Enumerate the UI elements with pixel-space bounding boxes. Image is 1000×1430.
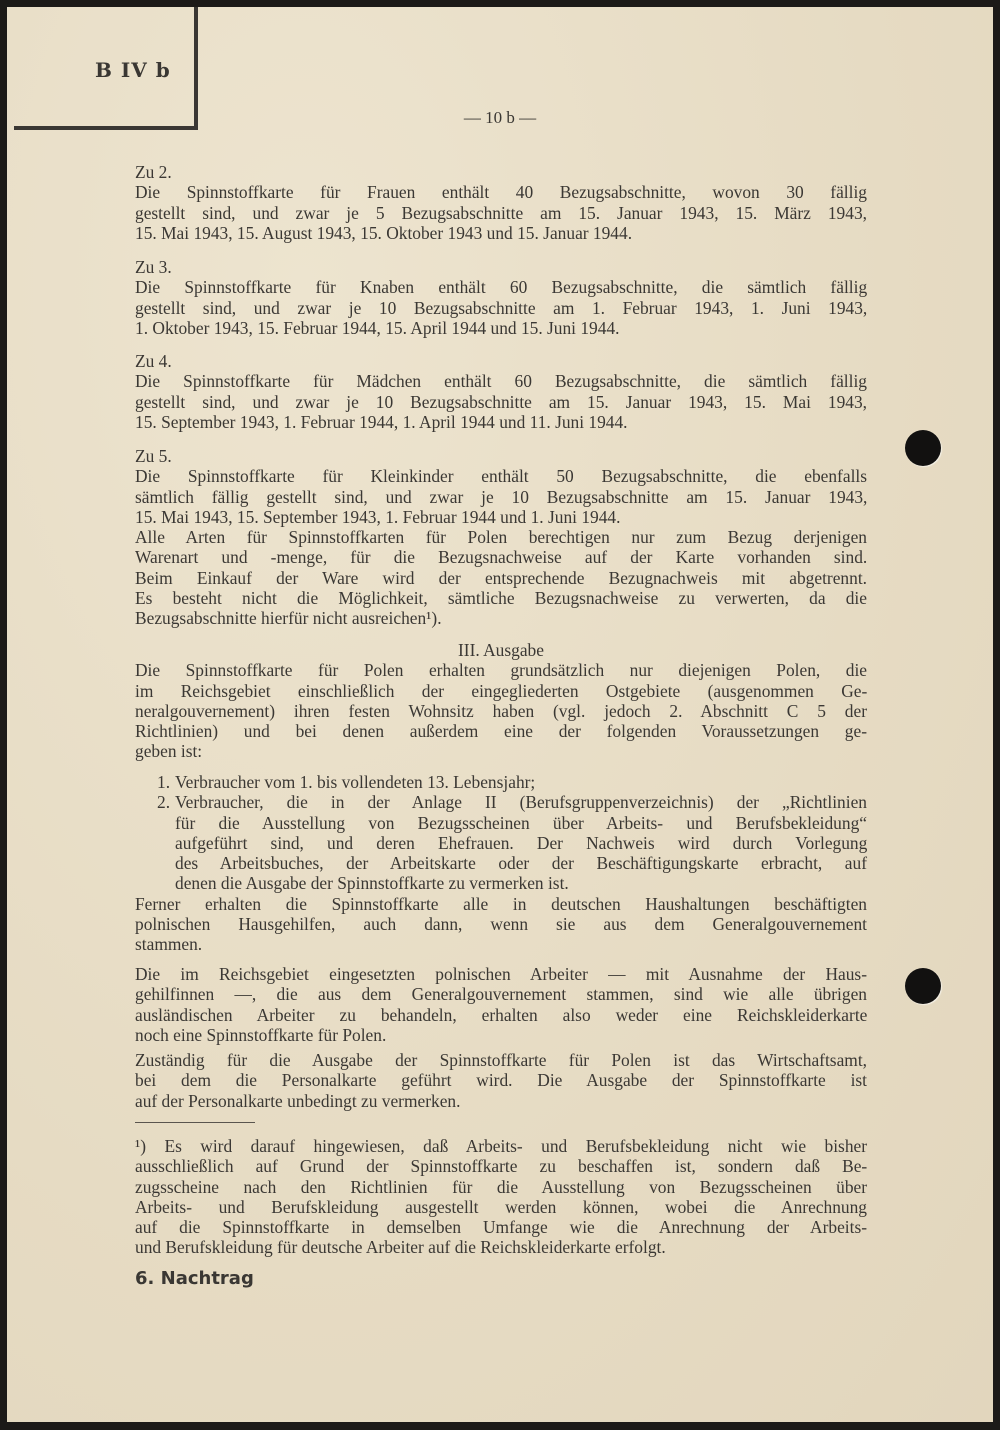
text-line: 1. Oktober 1943, 15. Februar 1944, 15. April 1944 und 15. Juni 1944. [135, 317, 620, 338]
text-line: Ferner erhalten die Spinnstoffkarte alle in deutschen Haushaltungen beschäftigten [135, 893, 867, 914]
text-line: Die Spinnstoffkarte für Knaben enthält 60 Bezugsabschnitte, die sämtlich fällig [135, 277, 868, 298]
text-line: aufgeführt sind, und deren Ehefrauen. Der Nachweis wird durch Vorlegung [175, 832, 868, 853]
text-line: 15. September 1943, 1. Februar 1944, 1. April 1944 und 11. Juni 1944. [135, 411, 628, 432]
text-line: Die Spinnstoffkarte für Mädchen enthält 60 Bezugsabschnitte, die sämtlich fällig [135, 371, 867, 392]
section-heading: Zu 3. [135, 257, 172, 277]
list-number: 2. [157, 792, 171, 813]
text-line: Die Spinnstoffkarte für Frauen enthält 40 Bezugsabschnitte, wovon 30 fällig [135, 182, 867, 203]
supplement-heading: 6. Nachtrag [135, 1268, 254, 1289]
section-heading: Zu 4. [135, 351, 172, 371]
text-line: stammen. [135, 934, 203, 955]
text-line: für die Ausstellung von Bezugsscheinen über Arbeits- und Berufsbekleidung“ [175, 812, 867, 833]
list-item [135, 792, 867, 893]
text-line: Bezugsabschnitte hierfür nicht ausreichen¹). [135, 608, 442, 629]
text-line: Zuständig für die Ausgabe der Spinnstoffkarte für Polen ist das Wirtschaftsamt, [135, 1050, 867, 1070]
paragraph-responsibility [135, 1050, 867, 1111]
section-label: B IV b [95, 58, 171, 82]
footnote-divider [135, 1122, 255, 1123]
text-line: gestellt sind, und zwar je 5 Bezugsabschnitte am 15. Januar 1943, 15. März 1943, [135, 202, 867, 223]
footnote-line: ¹) Es wird darauf hingewiesen, daß Arbeits- und Berufsbekleidung nicht wie bisher [135, 1136, 868, 1156]
text-line: Die im Reichsgebiet eingesetzten polnischen Arbeiter — mit Ausnahme der Haus- [135, 964, 867, 984]
text-line: Es besteht nicht die Möglichkeit, sämtliche Bezugsnachweise zu verwerten, da die [135, 588, 867, 609]
footnote-line: auf die Spinnstoffkarte in demselben Umfange wie die Anrechnung der Arbeits- [135, 1217, 868, 1238]
text-line: Alle Arten für Spinnstoffkarten für Polen berechtigen nur zum Bezug derjenigen [135, 527, 867, 548]
list-number: 1. [157, 772, 171, 792]
text-line: Die Spinnstoffkarte für Polen erhalten grundsätzlich nur diejenigen Polen, die [135, 660, 867, 681]
text-line: im Reichsgebiet einschließlich der eingegliederten Ostgebiete (ausgenommen Ge- [135, 680, 868, 701]
text-line: gestellt sind, und zwar je 10 Bezugsabschnitte am 15. Januar 1943, 15. Mai 1943, [135, 391, 867, 412]
footnote-line: zugsscheine nach den Richtlinien für die Ausstellung von Bezugsscheinen über [135, 1176, 868, 1197]
paragraph-polish-workers [135, 964, 867, 1045]
text-line: bei dem die Personalkarte geführt wird. Die Ausgabe der Spinnstoffkarte ist [135, 1070, 867, 1091]
punch-hole [905, 968, 941, 1004]
text-line: gestellt sind, und zwar je 10 Bezugsabschnitte am 1. Februar 1943, 1. Juni 1943, [135, 297, 868, 318]
text-line: Beim Einkauf der Ware wird der entsprechende Bezugnachweis mit abgetrennt. [135, 567, 867, 588]
text-line: 15. Mai 1943, 15. August 1943, 15. Oktober 1943 und 15. Januar 1944. [135, 222, 633, 243]
text-line: gehilfinnen —, die aus dem Generalgouvernement stammen, sind wie alle übrigen [135, 984, 867, 1005]
text-line: sämtlich fällig gestellt sind, und zwar je 10 Bezugsabschnitte am 15. Januar 1943, [135, 486, 868, 507]
text-line: Verbraucher vom 1. bis vollendeten 13. Lebensjahr; [175, 772, 536, 792]
list-item [135, 772, 867, 792]
section-heading: Zu 5. [135, 446, 172, 466]
footnote [135, 1136, 867, 1258]
text-line: 15. Mai 1943, 15. September 1943, 1. Februar 1944 und 1. Juni 1944. [135, 506, 621, 527]
section-heading: III. Ausgabe [458, 640, 544, 660]
footnote-line: ausschließlich auf Grund der Spinnstoffkarte zu beschaffen ist, sondern daß Be- [135, 1156, 868, 1177]
text-line: geben ist: [135, 741, 203, 762]
text-line: Richtlinien) und bei denen außerdem eine der folgenden Voraussetzungen ge- [135, 721, 867, 742]
section-ausgabe [135, 640, 867, 762]
section-zu-4 [135, 351, 867, 432]
text-line: neralgouvernement) ihren festen Wohnsitz haben (vgl. jedoch 2. Abschnitt C 5 der [135, 700, 867, 721]
text-line: Die Spinnstoffkarte für Kleinkinder enthält 50 Bezugsabschnitte, die ebenfalls [135, 466, 867, 487]
text-line: Warenart und -menge, für die Bezugsnachweise auf der Karte vorhanden sind. [135, 547, 868, 568]
text-line: denen die Ausgabe der Spinnstoffkarte zu vermerken ist. [175, 873, 569, 894]
section-zu-5 [135, 446, 867, 629]
text-line: auf der Personalkarte unbedingt zu vermerken. [135, 1090, 461, 1111]
footnote-line: und Berufskleidung für deutsche Arbeiter auf die Reichskleiderkarte erfolgt. [135, 1237, 666, 1258]
section-zu-2 [135, 162, 867, 243]
section-heading: Zu 2. [135, 162, 172, 182]
ausgabe-list [135, 772, 867, 955]
text-line: polnischen Hausgehilfen, auch dann, wenn sie aus dem Generalgouvernement [135, 914, 867, 935]
text-line: des Arbeitsbuches, der Arbeitskarte oder der Beschäftigungskarte erbracht, auf [175, 853, 867, 874]
text-line: ausländischen Arbeiter zu behandeln, erhalten also weder eine Reichskleiderkarte [135, 1004, 868, 1025]
section-zu-3 [135, 257, 867, 338]
footnote-line: Arbeits- und Berufskleidung ausgestellt werden können, wobei die Anrechnung [135, 1196, 867, 1217]
punch-hole [905, 430, 941, 466]
page-number: — 10 b — [463, 108, 537, 127]
text-line: Verbraucher, die in der Anlage II (Berufsgruppenverzeichnis) der „Richtlinien [175, 792, 867, 813]
text-line: noch eine Spinnstoffkarte für Polen. [135, 1024, 387, 1045]
